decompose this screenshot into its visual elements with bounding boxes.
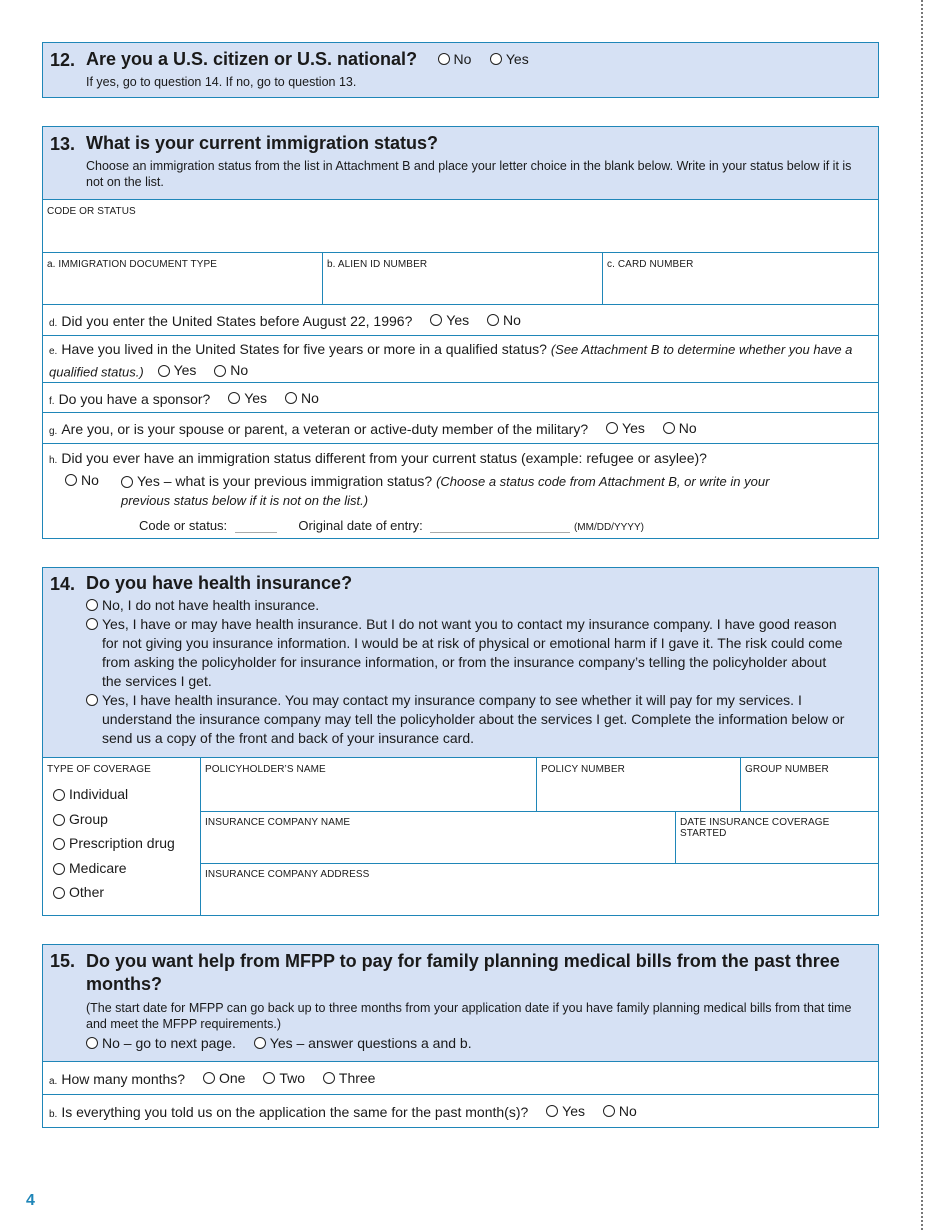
code-status-label: CODE OR STATUS (47, 206, 136, 217)
q13g-text: Are you, or is your spouse or parent, a veteran or active-duty member of the military? (61, 421, 589, 437)
code-status-prompt: Code or status: (139, 518, 228, 533)
coverage-prescription-option[interactable] (53, 831, 175, 856)
q13h-no-option[interactable] (65, 472, 99, 488)
alien-id-field[interactable] (323, 253, 603, 304)
q13f-no-option[interactable] (285, 390, 319, 406)
q13-title: What is your current immigration status? (86, 133, 439, 153)
q13e-no-option[interactable] (214, 361, 248, 380)
radio-icon[interactable] (285, 392, 297, 404)
doc-type-label: a. IMMIGRATION DOCUMENT TYPE (47, 259, 218, 270)
coverage-group-label: Group (69, 810, 108, 827)
q15-title: Do you want help from MFPP to pay for family planning medical bills from the past three months? (86, 951, 840, 994)
q14-option-yes-no-contact-label: Yes, I have or may have health insurance. But I do not want you to contact my insurance company. I have good reason for not giving you insurance information. I would be at risk of physical or emotional harm if I gave it. The risk could come from asking the policyholder for insurance information, or from the insurance company’s telling the policyholder about the services I get. (102, 616, 843, 689)
question-15-section (42, 944, 879, 1128)
code-status-field[interactable] (43, 199, 878, 252)
q13f-yes-option[interactable] (228, 390, 267, 406)
months-one-label: One (218, 1070, 246, 1086)
coverage-medicare-option[interactable] (53, 856, 175, 881)
no-label: No (678, 420, 697, 436)
alien-id-label: b. ALIEN ID NUMBER (327, 259, 428, 270)
coverage-start-date-field[interactable] (676, 811, 878, 863)
radio-icon[interactable] (430, 314, 442, 326)
q13h-yes-label: Yes – what is your previous immigration status? (137, 473, 433, 489)
coverage-other-label: Other (69, 884, 105, 901)
q13g-yes-option[interactable] (606, 420, 645, 436)
q15b-yes-option[interactable] (546, 1103, 585, 1119)
card-number-label: c. CARD NUMBER (607, 259, 694, 270)
coverage-type-cell (43, 758, 201, 915)
page-number: 4 (26, 1192, 35, 1209)
q13e-letter: e. (49, 346, 58, 357)
orig-date-prompt: Original date of entry: (298, 518, 423, 533)
q13e-italic-note: (See Attachment B to determine whether you have a qualified status.) (49, 342, 853, 380)
q12-no-option[interactable] (438, 51, 472, 67)
q13-number: 13. (50, 134, 76, 154)
q13f-text: Do you have a sponsor? (58, 391, 211, 407)
months-two-label: Two (279, 1070, 305, 1086)
no-label: No (503, 312, 521, 328)
insurance-company-name-label: INSURANCE COMPANY NAME (205, 817, 351, 828)
radio-icon[interactable] (663, 422, 675, 434)
q13-note: Choose an immigration status from the list in Attachment B and place your letter choice in the blank below. Write in your status below if it is not on the list. (86, 159, 852, 189)
q15-note: (The start date for MFPP can go back up to three months from your application date if you have family planning medical bills from that time and meet the MFPP requirements.) (86, 1001, 852, 1031)
yes-label: Yes (622, 420, 645, 436)
q15b-letter: b. (49, 1109, 58, 1120)
radio-icon[interactable] (53, 814, 65, 826)
q14-option-yes-contact[interactable] (86, 691, 848, 748)
policy-number-label: POLICY NUMBER (541, 764, 625, 775)
radio-icon[interactable] (546, 1105, 558, 1117)
q14-option-yes-no-contact[interactable] (86, 615, 848, 691)
insurance-company-address-label: INSURANCE COMPANY ADDRESS (205, 869, 370, 880)
q13g-no-option[interactable] (663, 420, 697, 436)
q15a-letter: a. (49, 1076, 58, 1087)
coverage-medicare-label: Medicare (69, 859, 127, 876)
no-label: No (81, 472, 99, 488)
radio-icon[interactable] (158, 365, 170, 377)
q13d-letter: d. (49, 318, 58, 329)
months-two-option[interactable] (263, 1070, 305, 1086)
coverage-type-label: TYPE OF COVERAGE (47, 764, 151, 775)
radio-icon[interactable] (323, 1072, 335, 1084)
coverage-start-date-label: DATE INSURANCE COVERAGE STARTED (680, 817, 830, 839)
q13h-text: Did you ever have an immigration status different from your current status (example: refugee or asylee)? (61, 450, 707, 466)
q15-number: 15. (50, 951, 76, 971)
insurance-company-name-field[interactable] (201, 811, 676, 863)
coverage-prescription-label: Prescription drug (69, 835, 175, 852)
q12-title: Are you a U.S. citizen or U.S. national? (86, 49, 418, 69)
yes-label: Yes (446, 312, 470, 328)
no-label: No (618, 1103, 637, 1119)
q15a-text: How many months? (61, 1071, 186, 1087)
policyholder-name-field[interactable] (201, 758, 537, 811)
doc-type-field[interactable] (43, 253, 323, 304)
question-14-section (42, 567, 879, 916)
no-label: No (300, 390, 319, 406)
coverage-other-option[interactable] (53, 880, 175, 905)
radio-icon[interactable] (86, 599, 98, 611)
q12-no-label: No (453, 51, 472, 67)
yes-label: Yes (562, 1103, 586, 1119)
q12-note: If yes, go to question 14. If no, go to question 13. (86, 75, 357, 89)
group-number-field[interactable] (741, 758, 878, 811)
no-label: No (230, 362, 249, 378)
prev-code-status-field[interactable] (235, 520, 277, 533)
yes-label: Yes (173, 362, 197, 378)
q14-number: 14. (50, 574, 76, 594)
q14-title: Do you have health insurance? (86, 573, 353, 593)
q13e-text: Have you lived in the United States for five years or more in a qualified status? (61, 341, 547, 357)
q13f-letter: f. (49, 396, 55, 407)
radio-icon[interactable] (603, 1105, 615, 1117)
q15-no-label: No – go to next page. (102, 1035, 236, 1051)
radio-icon[interactable] (53, 863, 65, 875)
question-13-section (42, 126, 879, 539)
question-12-section (42, 42, 879, 98)
card-number-field[interactable] (603, 253, 880, 304)
q13d-yes-option[interactable] (430, 312, 469, 328)
radio-icon[interactable] (53, 838, 65, 850)
radio-icon[interactable] (254, 1037, 266, 1049)
q13h-letter: h. (49, 455, 58, 466)
policy-number-field[interactable] (537, 758, 741, 811)
coverage-group-option[interactable] (53, 807, 175, 832)
yes-label: Yes (244, 390, 268, 406)
q15-yes-label: Yes – answer questions a and b. (269, 1035, 472, 1051)
perforation-line (921, 0, 923, 1230)
radio-icon[interactable] (86, 618, 98, 630)
coverage-individual-label: Individual (69, 786, 129, 802)
q12-yes-option[interactable] (490, 51, 529, 67)
months-three-label: Three (338, 1070, 376, 1086)
q13d-no-option[interactable] (487, 312, 521, 328)
radio-icon[interactable] (214, 365, 226, 377)
q14-option-no-label: No, I do not have health insurance. (102, 597, 320, 613)
q13e-yes-option[interactable] (158, 361, 197, 380)
radio-icon[interactable] (203, 1072, 215, 1084)
q15b-text: Is everything you told us on the application the same for the past month(s)? (61, 1104, 529, 1120)
q13h-yes-radio-icon[interactable] (121, 476, 133, 488)
radio-icon[interactable] (606, 422, 618, 434)
group-number-label: GROUP NUMBER (745, 764, 829, 775)
date-format-hint: (MM/DD/YYYY) (573, 522, 644, 533)
q15-no-option[interactable] (86, 1035, 236, 1051)
q13g-letter: g. (49, 426, 58, 437)
months-three-option[interactable] (323, 1070, 376, 1086)
radio-icon[interactable] (86, 1037, 98, 1049)
q13d-text: Did you enter the United States before August 22, 1996? (61, 313, 413, 329)
radio-icon[interactable] (228, 392, 240, 404)
q15b-no-option[interactable] (603, 1103, 637, 1119)
radio-icon[interactable] (86, 694, 98, 706)
radio-icon[interactable] (53, 887, 65, 899)
radio-icon[interactable] (53, 789, 65, 801)
q14-option-no[interactable] (86, 596, 848, 615)
orig-date-field[interactable] (430, 520, 570, 533)
radio-icon[interactable] (438, 53, 450, 65)
radio-icon[interactable] (490, 53, 502, 65)
coverage-individual-option[interactable] (53, 782, 175, 807)
radio-icon[interactable] (65, 474, 77, 486)
radio-icon[interactable] (263, 1072, 275, 1084)
insurance-company-address-field[interactable] (201, 863, 878, 916)
q12-number: 12. (50, 50, 76, 70)
policyholder-label: POLICYHOLDER’S NAME (205, 764, 326, 775)
radio-icon[interactable] (487, 314, 499, 326)
q14-option-yes-contact-label: Yes, I have health insurance. You may contact my insurance company to see whether it will pay for my services. I understand the insurance company may tell the policyholder about the services I get. Complete the information below or send us a copy of the front and back of your insurance card. (102, 692, 845, 746)
q15-yes-option[interactable] (254, 1035, 472, 1051)
months-one-option[interactable] (203, 1070, 245, 1086)
q13h-italic-note: (Choose a status code from Attachment B, or write in your previous status below if it is not on the list.) (121, 474, 770, 508)
q12-yes-label: Yes (505, 51, 529, 67)
